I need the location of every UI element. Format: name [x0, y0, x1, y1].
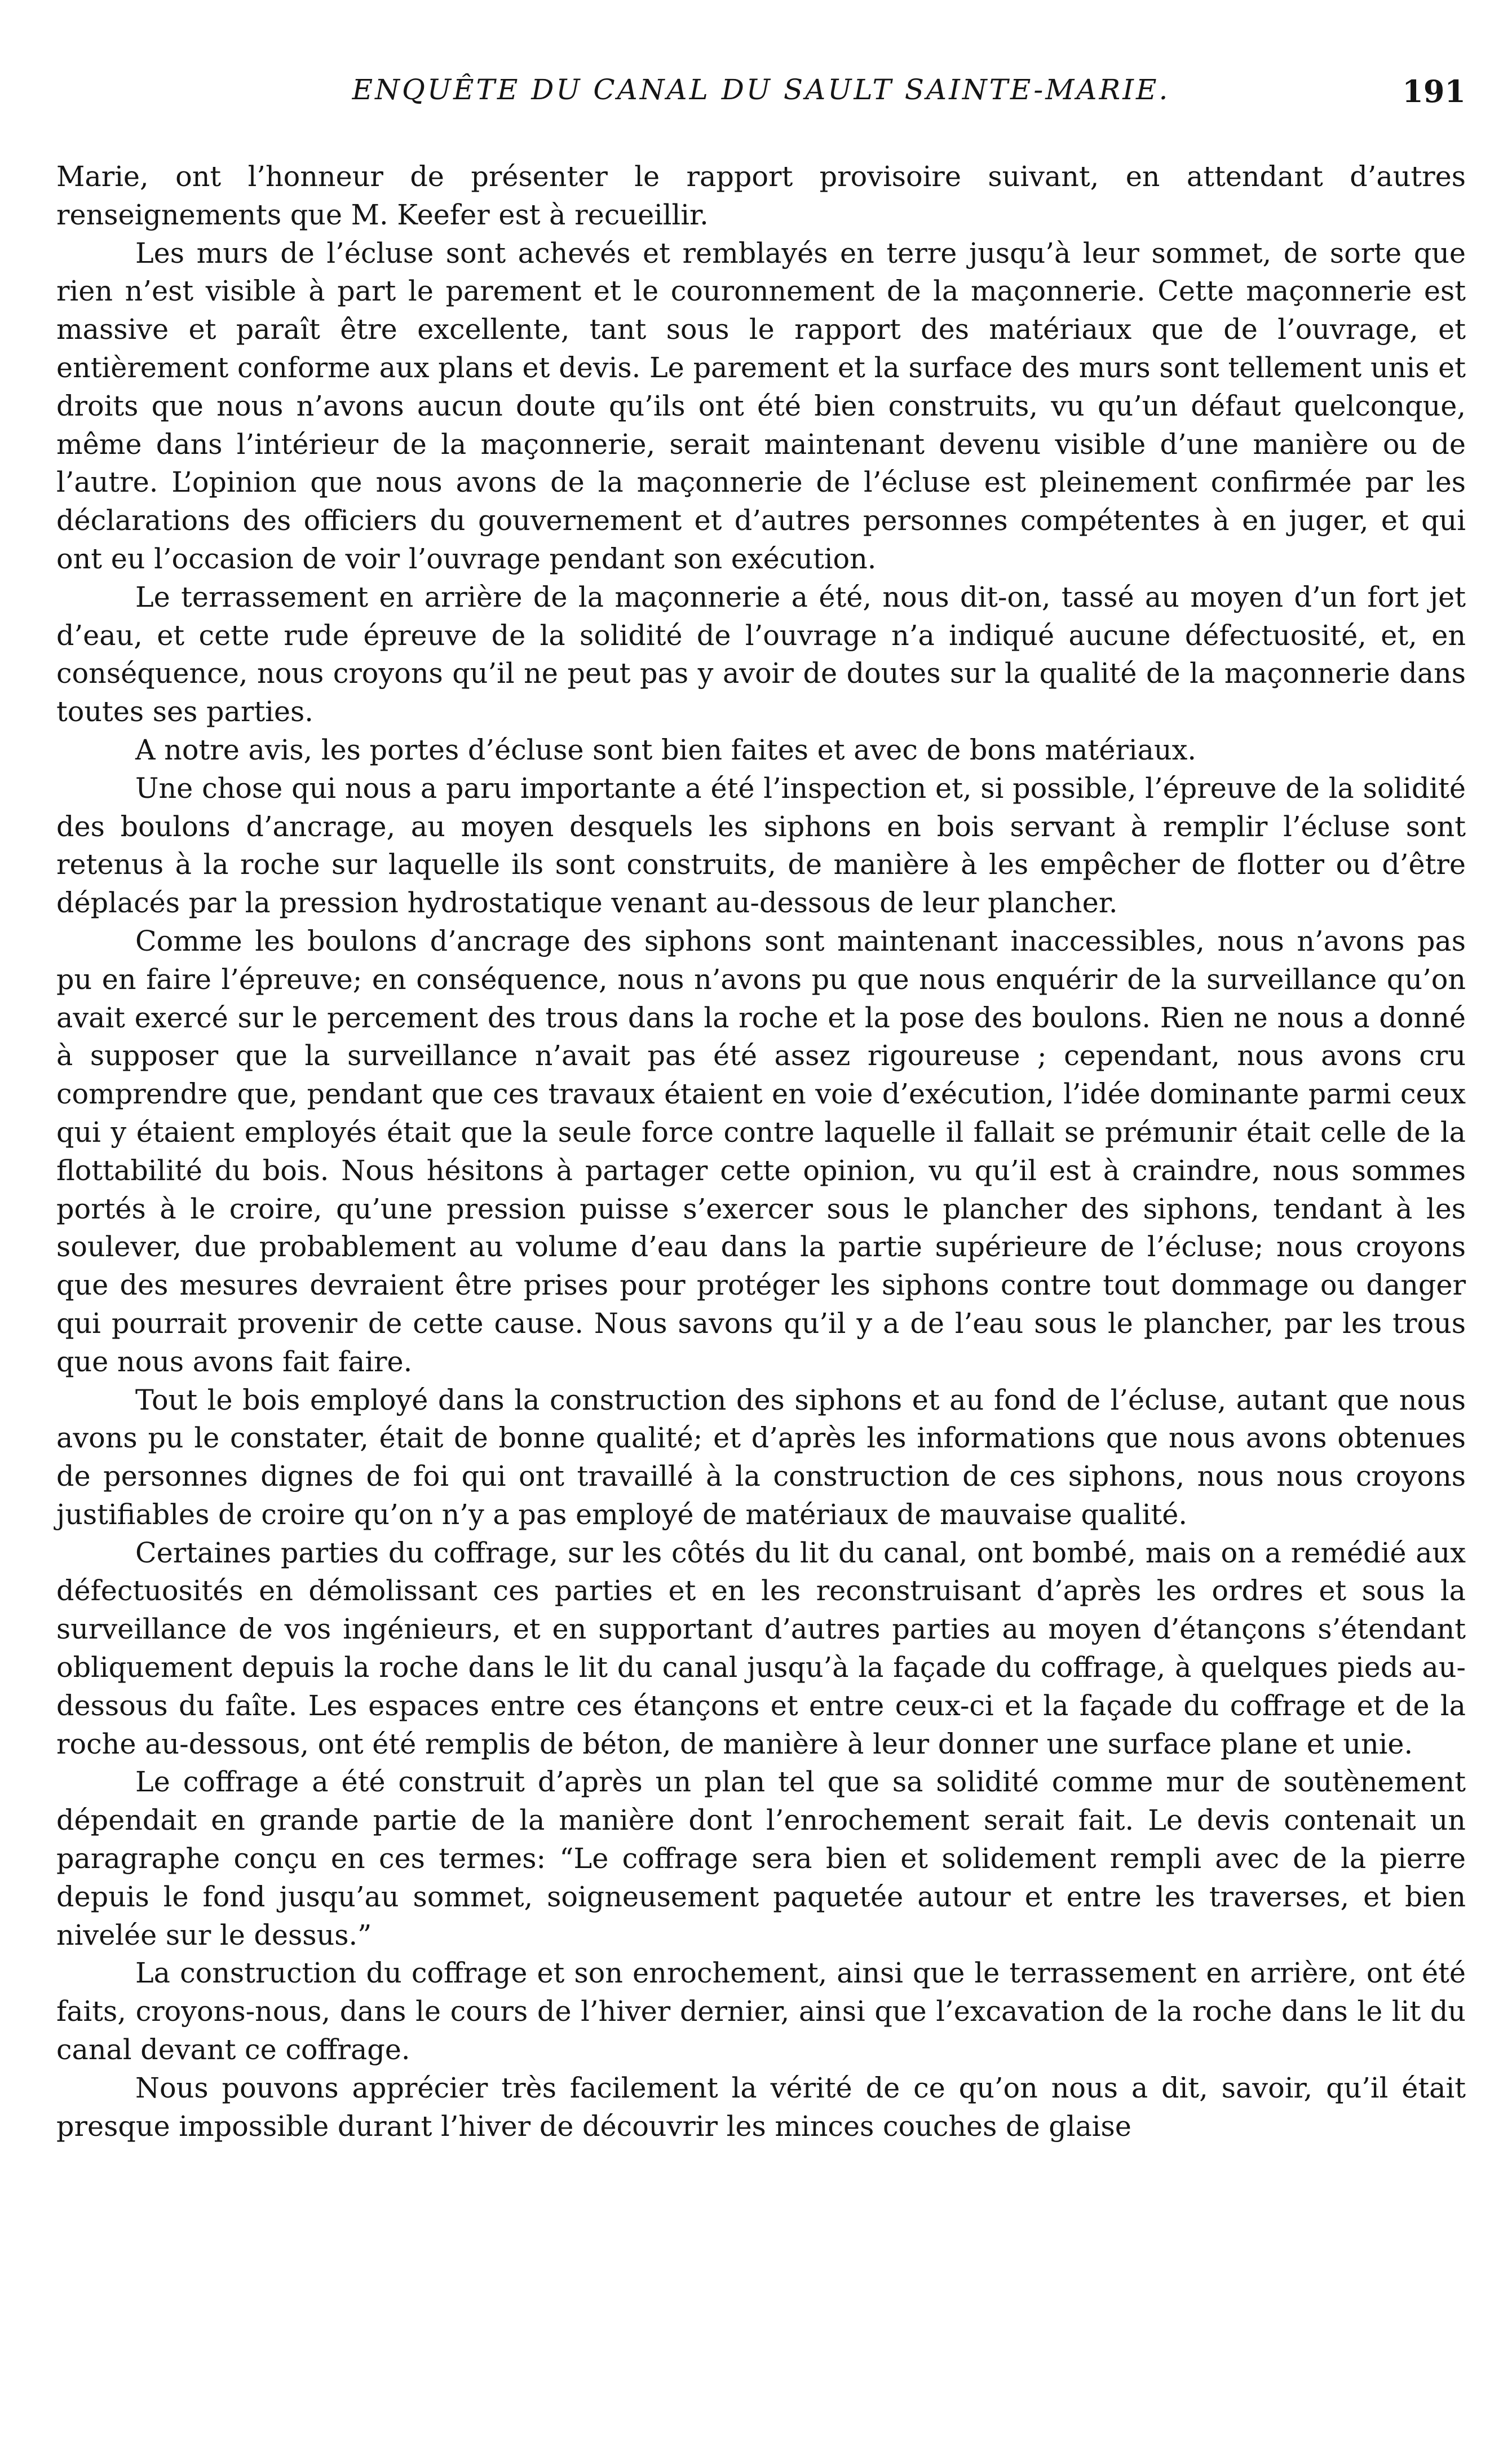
paragraph-4: A notre avis, les portes d’écluse sont bien faites et avec de bons matériaux. — [135, 733, 1196, 766]
paragraph-10: La construction du coffrage et son enrochement, ainsi que le terrassement en arrière, ont été faits, croyons-nous, dans le cours de l’hiver dernier, ainsi que l’excavation de la roche dans le lit du canal devant ce coffrage. — [56, 1957, 1466, 2067]
paragraph-9: Le coffrage a été construit d’après un plan tel que sa solidité comme mur de soutènement dépendait en grande partie de la manière dont l’enrochement serait fait. Le devis contenait un paragraphe conçu en ces termes: “Le coffrage sera bien et solidement rempli avec de la pierre depuis le fond jusqu’au sommet, soigneusement paquetée autour et entre les traverses, et bien nivelée sur le dessus.” — [56, 1765, 1466, 1951]
running-title: ENQUÊTE DU CANAL DU SAULT SAINTE-MARIE. — [352, 73, 1170, 106]
paragraph-2: Les murs de l’écluse sont achevés et remblayés en terre jusqu’à leur sommet, de sorte que rien n’est visible à part le parement et le couronnement de la maçonnerie. Cette maçonnerie est massive et paraît être excellente, tant sous le rapport des matériaux que de l’ouvrage, et entièrement conforme aux plans et devis. Le parement et la surface des murs sont tellement unis et droits que nous n’avons aucun doute qu’ils ont été bien construits, vu qu’un défaut quelconque, même dans l’intérieur de la maçonnerie, serait maintenant devenu visible d’une manière ou de l’autre. L’opinion que nous avons de la maçonnerie de l’écluse est pleinement confirmée par les déclarations des officiers du gouvernement et d’autres personnes compétentes à en juger, et qui ont eu l’occasion de voir l’ouvrage pendant son exécution. — [56, 236, 1466, 575]
paragraph-1: Marie, ont l’honneur de présenter le rapport provisoire suivant, en attendant d’autres renseignements que M. Keefer est à recueillir. — [56, 160, 1466, 231]
paragraph-6: Comme les boulons d’ancrage des siphons sont maintenant inaccessibles, nous n’avons pas pu en faire l’épreuve; en conséquence, nous n’avons pu que nous enquérir de la surveillance qu’on avait exercé sur le percement des trous dans la roche et la pose des boulons. Rien ne nous a donné à supposer que la surveillance n’avait pas été assez rigoureuse ; cependant, nous avons cru comprendre que, pendant que ces travaux étaient en voie d’exécution, l’idée dominante parmi ceux qui y étaient employés était que la seule force contre laquelle il fallait se prémunir était celle de la flottabilité du bois. Nous hésitons à partager cette opinion, vu qu’il est à craindre, nous sommes portés à le croire, qu’une pression puisse s’exercer sous le plancher des siphons, tendant à les soulever, due probablement au volume d’eau dans la partie supérieure de l’écluse; nous croyons que des mesures devraient être prises pour protéger les siphons contre tout dommage ou danger qui pourrait provenir de cette cause. Nous savons qu’il y a de l’eau sous le plancher, par les trous que nous avons fait faire. — [56, 924, 1466, 1378]
paragraph-5: Une chose qui nous a paru importante a été l’inspection et, si possible, l’épreuve de la solidité des boulons d’ancrage, au moyen desquels les siphons en bois servant à remplir l’écluse sont retenus à la roche sur laquelle ils sont construits, de manière à les empêcher de flotter ou d’être déplacés par la pression hydrostatique venant au-dessous de leur plancher. — [56, 771, 1466, 920]
body-text — [56, 158, 1466, 2145]
paragraph-7: Tout le bois employé dans la construction des siphons et au fond de l’écluse, autant que nous avons pu le constater, était de bonne qualité; et d’après les informations que nous avons obtenues de personnes dignes de foi qui ont travaillé à la construction de ces siphons, nous nous croyons justifiables de croire qu’on n’y a pas employé de matériaux de mauvaise qualité. — [56, 1383, 1466, 1531]
page-number: 191 — [1402, 73, 1466, 109]
running-head — [56, 73, 1466, 118]
paragraph-8: Certaines parties du coffrage, sur les côtés du lit du canal, ont bombé, mais on a remédié aux défectuosités en démolissant ces parties et en les reconstruisant d’après les ordres et sous la surveillance de vos ingénieurs, et en supportant d’autres parties au moyen d’étançons s’étendant obliquement depuis la roche dans le lit du canal jusqu’à la façade du coffrage, à quelques pieds au-dessous du faîte. Les espaces entre ces étançons et entre ceux-ci et la façade du coffrage et de la roche au-dessous, ont été remplis de béton, de manière à leur donner une surface plane et unie. — [56, 1536, 1466, 1760]
paragraph-11: Nous pouvons apprécier très facilement la vérité de ce qu’on nous a dit, savoir, qu’il était presque impossible durant l’hiver de découvrir les minces couches de glaise — [56, 2071, 1466, 2143]
document-page — [56, 73, 1466, 2441]
paragraph-3: Le terrassement en arrière de la maçonnerie a été, nous dit-on, tassé au moyen d’un fort jet d’eau, et cette rude épreuve de la solidité de l’ouvrage n’a indiqué aucune défectuosité, et, en conséquence, nous croyons qu’il ne peut pas y avoir de doutes sur la qualité de la maçonnerie dans toutes ses parties. — [56, 580, 1466, 728]
